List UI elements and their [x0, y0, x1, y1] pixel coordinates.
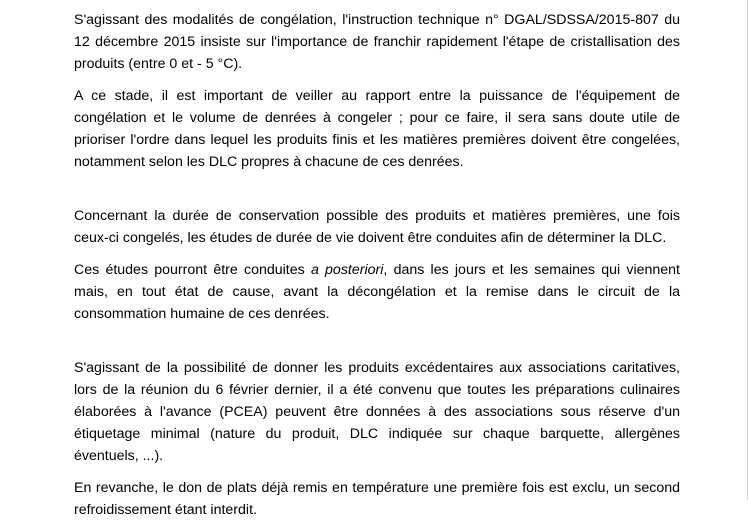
paragraph-freezing-modalities: S'agissant des modalités de congélation, l'instruction technique n° DGAL/SDSSA/2015-807 du 12 décembre 2015 insiste sur l'importance de franchir rapidement l'étape de cristallisation des produits (entre 0 et - 5 °C). — [74, 12, 680, 72]
paragraph-studies — [74, 259, 680, 325]
paragraph-freezing-capacity: A ce stade, il est important de veiller au rapport entre la puissance de l'équipement de congélation et le volume de denrées à congeler ; pour ce faire, il sera sans doute utile de prioriser l'ordre dans lequel les produits finis et les matières premières doivent être congelées, notamment selon les DLC propres à chacune de ces denrées. — [74, 88, 680, 170]
paragraph-reheated-dishes: En revanche, le don de plats déjà remis en température une première fois est exclu, un second refroidissement étant interdit. — [74, 480, 680, 518]
paragraph-studies-end: , dans les jours et les semaines qui viennent mais, en tout état de cause, avant la décongélation et la remise dans le circuit de la consommation humaine de ces denrées. — [74, 262, 680, 322]
paragraph-donations: S'agissant de la possibilité de donner les produits excédentaires aux associations caritatives, lors de la réunion du 6 février dernier, il a été convenu que toutes les préparations culinaires élaborées à l'avance (PCEA) peuvent être données à des associations sous réserve d'un étiquetage minimal (nature du produit, DLC indiquée sur chaque barquette, allergènes éventuels, ...). — [74, 360, 680, 464]
document-body — [74, 9, 680, 521]
paragraph-studies-start: Ces études pourront être conduites — [74, 262, 311, 278]
paragraph-studies-italic: a posteriori — [310, 262, 384, 278]
paragraph-shelf-life: Concernant la durée de conservation possible des produits et matières premières, une fois ceux-ci congelés, les études de durée de vie doivent être conduites afin de déterminer la DLC. — [74, 208, 680, 246]
